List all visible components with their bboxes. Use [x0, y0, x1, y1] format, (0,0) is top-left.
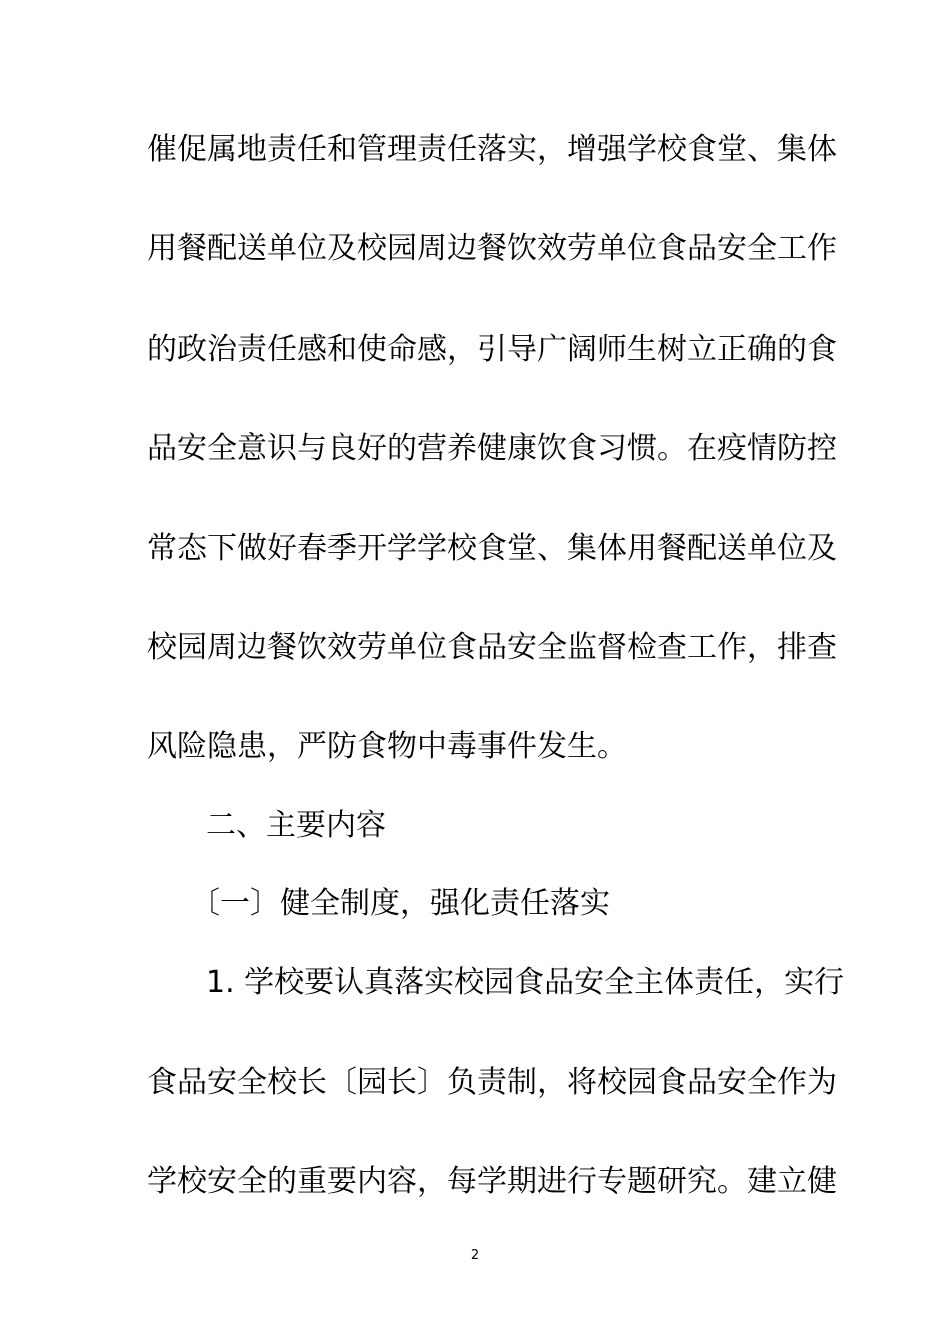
list-item-line: 1. 学校要认真落实校园食品安全主体责任，实行 — [206, 965, 845, 1000]
subsection-heading: 〔一〕健全制度，强化责任落实 — [190, 886, 610, 921]
body-text-line: 常态下做好春季开学学校食堂、集体用餐配送单位及 — [147, 531, 837, 566]
list-item-line: 学校安全的重要内容，每学期进行专题研究。建立健 — [147, 1164, 837, 1199]
list-item-line: 食品安全校长〔园长〕负责制，将校园食品安全作为 — [147, 1065, 837, 1100]
section-heading: 二、主要内容 — [206, 808, 386, 843]
body-text-line: 风险隐患，严防食物中毒事件发生。 — [147, 729, 627, 764]
body-text-line: 品安全意识与良好的营养健康饮食习惯。在疫情防控 — [147, 431, 837, 466]
body-text-line: 用餐配送单位及校园周边餐饮效劳单位食品安全工作 — [147, 231, 837, 266]
body-text-line: 催促属地责任和管理责任落实，增强学校食堂、集体 — [147, 132, 837, 167]
body-text-line: 的政治责任感和使命感，引导广阔师生树立正确的食 — [147, 332, 837, 367]
body-text-line: 校园周边餐饮效劳单位食品安全监督检查工作，排查 — [147, 630, 837, 665]
page-number: 2 — [470, 1248, 480, 1263]
